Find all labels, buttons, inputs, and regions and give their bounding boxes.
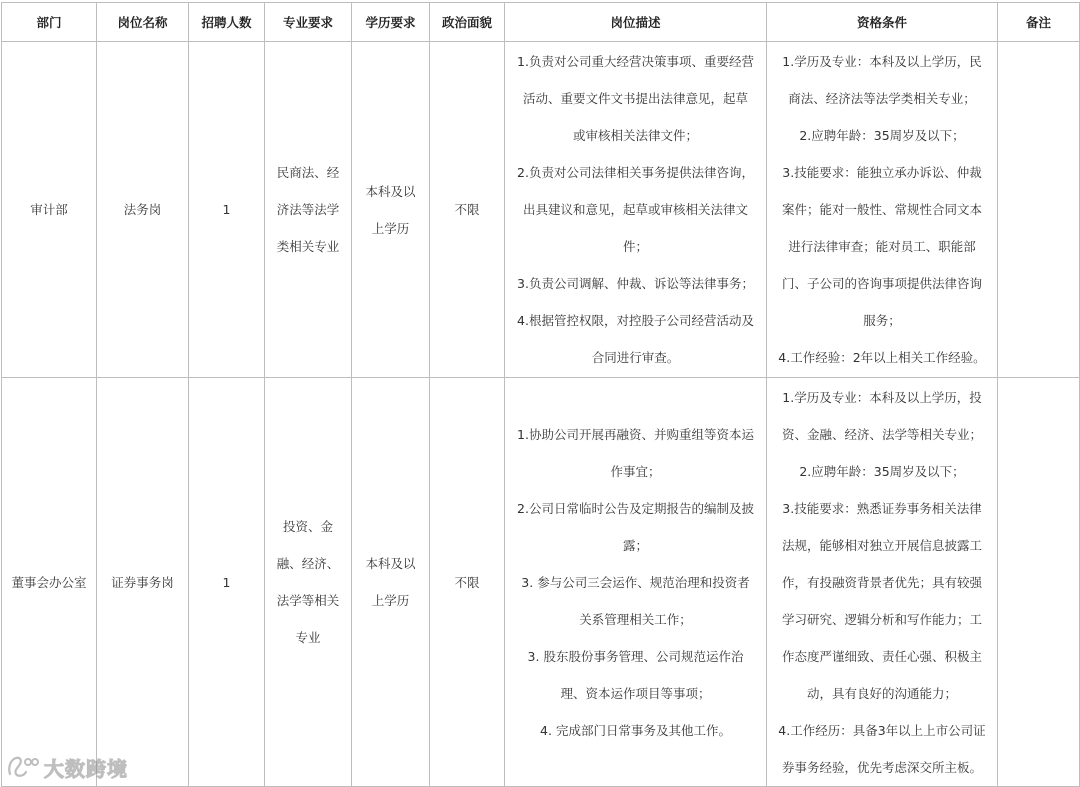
header-department: 部门: [2, 3, 97, 42]
cell-line: 3. 股东股份事务管理、公司规范运作治: [527, 648, 744, 664]
cell-line: 理、资本运作项目等事项；: [560, 685, 711, 701]
cell-line: 融、经济、: [276, 556, 340, 571]
cell-line: 服务；: [863, 313, 901, 328]
cell-line: 动，具有良好的沟通能力；: [806, 685, 957, 701]
cell-description: [505, 378, 767, 787]
cell-line: 3.技能要求：能独立承办诉讼、仲裁: [782, 165, 982, 180]
cell-line: 作态度严谨细致、责任心强、积极主: [781, 648, 982, 664]
cell-line: 1.协助公司开展再融资、并购重组等资本运: [517, 426, 754, 442]
cell-line: 3. 参与公司三会运作、规范治理和投资者: [521, 574, 750, 590]
cell-line: 法学等相关: [276, 593, 340, 608]
cell-position: 证券事务岗: [97, 378, 189, 787]
brand-logo-icon: [6, 754, 40, 780]
cell-education: [352, 378, 430, 787]
cell-line: 券事务经验，优先考虑深交所主板。: [781, 759, 982, 775]
cell-line: 件；: [622, 239, 648, 254]
table-row: [2, 42, 1080, 378]
header-note: 备注: [998, 3, 1080, 42]
cell-line: 露；: [622, 537, 648, 553]
cell-line: 4.工作经验：2年以上相关工作经验。: [778, 350, 986, 365]
header-row: [2, 3, 1080, 42]
cell-line: 本科及以: [365, 556, 416, 571]
cell-political: 不限: [430, 42, 505, 378]
cell-line: 上学历: [371, 593, 410, 608]
cell-department: 审计部: [2, 42, 97, 378]
recruitment-table: [1, 2, 1080, 787]
cell-line: 活动、重要文件文书提出法律意见，起草: [522, 91, 748, 106]
cell-line: 1.学历及专业：本科及以上学历，民: [782, 54, 982, 69]
cell-line: 上学历: [371, 220, 410, 236]
cell-line: 进行法律审查；能对员工、职能部: [788, 239, 976, 254]
cell-line: 4.工作经历：具备3年以上上市公司证: [778, 722, 986, 738]
cell-line: 1.学历及专业：本科及以上学历，投: [782, 389, 982, 405]
cell-line: 出具建议和意见，起草或审核相关法律文: [522, 202, 748, 217]
cell-position: 法务岗: [97, 42, 189, 378]
cell-line: 资、金融、经济、法学等相关专业；: [781, 426, 982, 442]
cell-count: 1: [189, 378, 265, 787]
header-position: 岗位名称: [97, 3, 189, 42]
cell-line: 门、子公司的咨询事项提供法律咨询: [781, 276, 982, 291]
header-qualification: 资格条件: [767, 3, 998, 42]
cell-major: [265, 42, 352, 378]
watermark: [6, 752, 128, 782]
cell-department: 董事会办公室: [2, 378, 97, 787]
header-count: 招聘人数: [189, 3, 265, 42]
header-description: 岗位描述: [505, 3, 767, 42]
cell-line: 类相关专业: [276, 239, 340, 254]
cell-count: 1: [189, 42, 265, 378]
watermark-text: 大数跨境: [44, 756, 128, 781]
cell-line: 济法等法学: [276, 202, 340, 217]
cell-line: 或审核相关法律文件；: [572, 128, 698, 143]
cell-line: 4. 完成部门日常事务及其他工作。: [540, 722, 731, 738]
cell-line: 民商法、经: [276, 165, 340, 180]
header-education: 学历要求: [352, 3, 430, 42]
table-row: [2, 378, 1080, 787]
cell-line: 2.应聘年龄：35周岁及以下；: [799, 128, 965, 143]
cell-line: 关系管理相关工作；: [579, 611, 692, 627]
cell-line: 2.公司日常临时公告及定期报告的编制及披: [517, 500, 754, 516]
cell-line: 专业: [295, 630, 321, 645]
cell-line: 学习研究、逻辑分析和写作能力；工: [781, 611, 982, 627]
cell-qualification: [767, 378, 998, 787]
cell-line: 作事宜；: [610, 463, 661, 479]
cell-description: [505, 42, 767, 378]
cell-note: [998, 42, 1080, 378]
cell-line: 商法、经济法等法学类相关专业；: [788, 91, 976, 106]
header-major: 专业要求: [265, 3, 352, 42]
cell-line: 投资、金: [282, 519, 333, 534]
cell-line: 3.负责公司调解、仲裁、诉讼等法律事务；: [517, 276, 754, 291]
cell-line: 2.负责对公司法律相关事务提供法律咨询，: [517, 165, 754, 180]
cell-political: 不限: [430, 378, 505, 787]
cell-qualification: [767, 42, 998, 378]
cell-line: 1.负责对公司重大经营决策事项、重要经营: [517, 54, 754, 69]
cell-major: [265, 378, 352, 787]
cell-line: 法规，能够相对独立开展信息披露工: [781, 537, 982, 553]
cell-note: [998, 378, 1080, 787]
cell-line: 3.技能要求：熟悉证券事务相关法律: [782, 500, 982, 516]
cell-line: 2.应聘年龄：35周岁及以下；: [799, 463, 965, 479]
cell-education: [352, 42, 430, 378]
header-political: 政治面貌: [430, 3, 505, 42]
cell-line: 本科及以: [365, 183, 416, 199]
cell-line: 4.根据管控权限，对控股子公司经营活动及: [517, 313, 754, 328]
cell-line: 案件；能对一般性、常规性合同文本: [781, 202, 982, 217]
cell-line: 作，有投融资背景者优先；具有较强: [781, 574, 982, 590]
cell-line: 合同进行审查。: [591, 350, 680, 365]
